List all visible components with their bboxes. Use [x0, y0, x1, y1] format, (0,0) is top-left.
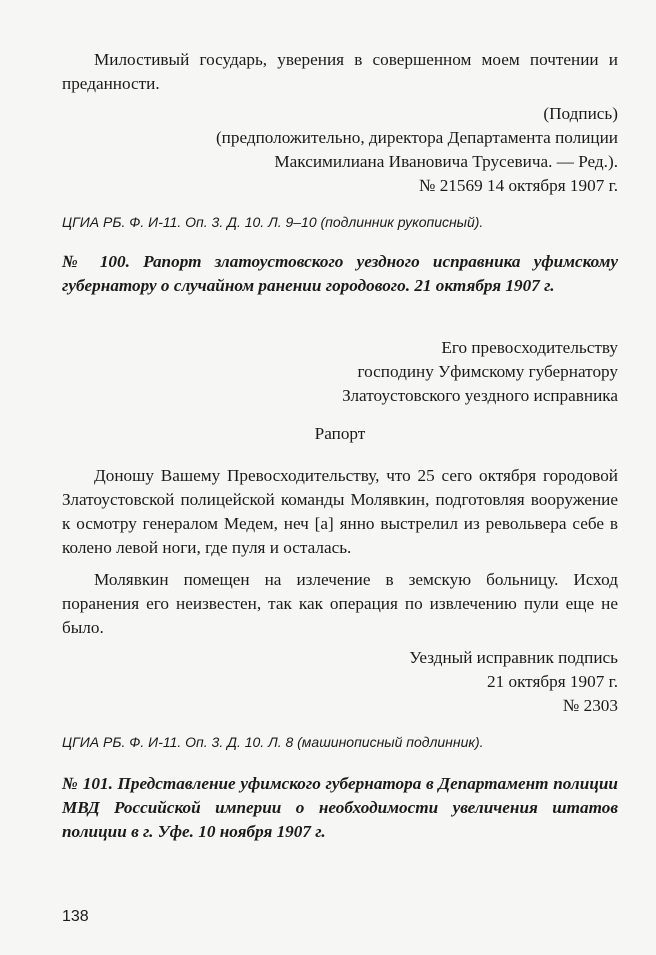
address-line-2: господину Уфимскому губернатору — [357, 362, 618, 381]
document-100-paragraph-2: Молявкин помещен на излечение в земскую больницу. Исход поранения его неизвестен, так как операция по извлечению пули еще не было. — [62, 570, 618, 637]
document-101-heading: № 101. Представление уфимского губернатора в Департамент полиции МВД Российской империи о необходимости увеличения штатов полиции в г. Уфе. 10 ноября 1907 г. — [62, 774, 618, 841]
sign-line-1: Уездный исправник подпись — [409, 648, 618, 667]
closing-salutation: Милостивый государь, уверения в совершенном моем почтении и преданности. — [62, 50, 618, 93]
source-citation-1: ЦГИА РБ. Ф. И-11. Оп. 3. Д. 10. Л. 9–10 (подлинник рукописный). — [62, 214, 484, 230]
sign-line-2: 21 октября 1907 г. — [486, 672, 618, 691]
document-100-title: Рапорт — [314, 424, 366, 443]
document-100-heading: № 100. Рапорт златоустовского уездного исправника уфимскому губернатору о случайном ранении городового. 21 октября 1907 г. — [62, 252, 618, 295]
sign-line-3: № 2303 — [562, 696, 618, 715]
closing-attribution-line2: Максимилиана Ивановича Трусевича. — Ред.). — [274, 152, 618, 171]
document-100-address — [62, 336, 618, 408]
document-100-signature-block — [62, 646, 618, 718]
page-body — [62, 48, 618, 844]
address-line-3: Златоустовского уездного исправника — [342, 386, 618, 405]
page-number: 138 — [62, 908, 89, 925]
source-citation-2: ЦГИА РБ. Ф. И-11. Оп. 3. Д. 10. Л. 8 (машинописный подлинник). — [62, 734, 484, 750]
address-line-1: Его превосходительству — [441, 338, 618, 357]
closing-attribution-line1: (предположительно, директора Департамента полиции — [215, 128, 618, 147]
document-100-paragraph-1: Доношу Вашему Превосходительству, что 25 сего октября городовой Златоустовской полицейской команды Молявкин, подготовляя вооружение к осмотру генералом Медем, неч [а] янно выстрелил из револьвера себе в колено левой ноги, где пуля и осталась. — [62, 466, 618, 557]
closing-number-date: № 21569 14 октября 1907 г. — [419, 176, 618, 195]
closing-signature: (Подпись) — [543, 104, 618, 123]
